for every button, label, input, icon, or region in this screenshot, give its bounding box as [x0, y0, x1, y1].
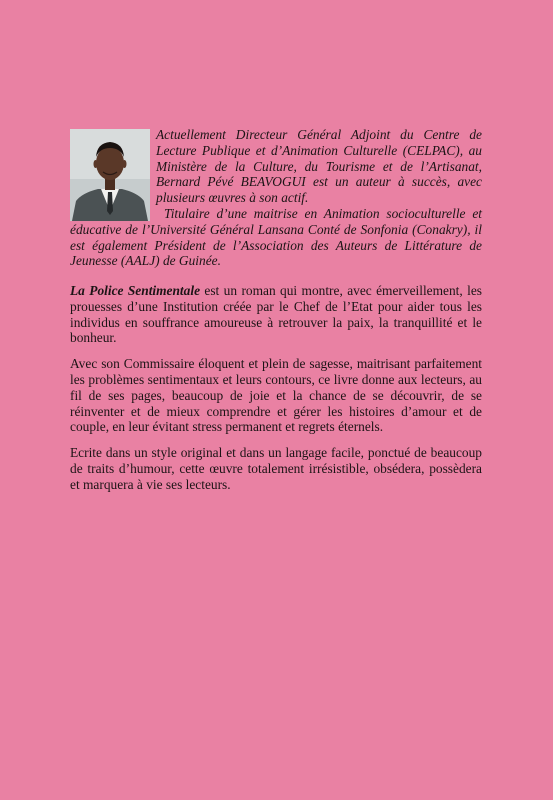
book-title: La Police Sentimentale — [70, 283, 201, 298]
author-photo — [70, 129, 150, 221]
bio-paragraph-1: Actuellement Directeur Général Adjoint du Centre de Lecture Publique et d’Animation Culturelle (CELPAC), au Ministère de la Culture, du Tourisme et de l’Artisanat, Bernard Pévé BEAVOGUI est un auteur à succès, avec plusieurs œuvres à son actif. — [156, 127, 482, 206]
summary-paragraph-1 — [70, 283, 482, 346]
summary-paragraph-2: Avec son Commissaire éloquent et plein de sagesse, maitrisant parfaitement les problèmes sentimentaux et leurs contours, ce livre donne aux lecteurs, au fil de ses pages, beaucoup de joie et la chance de se découvrir, de se réinventer et de mieux comprendre et gérer les histoires d’amour et de couple, en leur évitant stress permanent et regrets éternels. — [70, 356, 482, 435]
summary-paragraph-1-text: est un roman qui montre, avec émerveillement, les prouesses d’une Institution créée par le Chef de l’Etat pour aider tous les individus en souffrance amoureuse à retrouver la paix, la tranquillité et le bonheur. — [70, 283, 482, 346]
bio-paragraph-2: Titulaire d’une maitrise en Animation socioculturelle et éducative de l’Université Général Lansana Conté de Sonfonia (Conakry), il est également Président de l’Association des Auteurs de Littérature de Jeunesse (AALJ) de Guinée. — [70, 205, 482, 269]
book-summary — [70, 283, 482, 503]
author-bio — [70, 127, 482, 269]
summary-paragraph-3: Ecrite dans un style original et dans un langage facile, ponctué de beaucoup de traits d’humour, cette œuvre totalement irrésistible, obsédera, possèdera et marquera à vie ses lecteurs. — [70, 445, 482, 492]
